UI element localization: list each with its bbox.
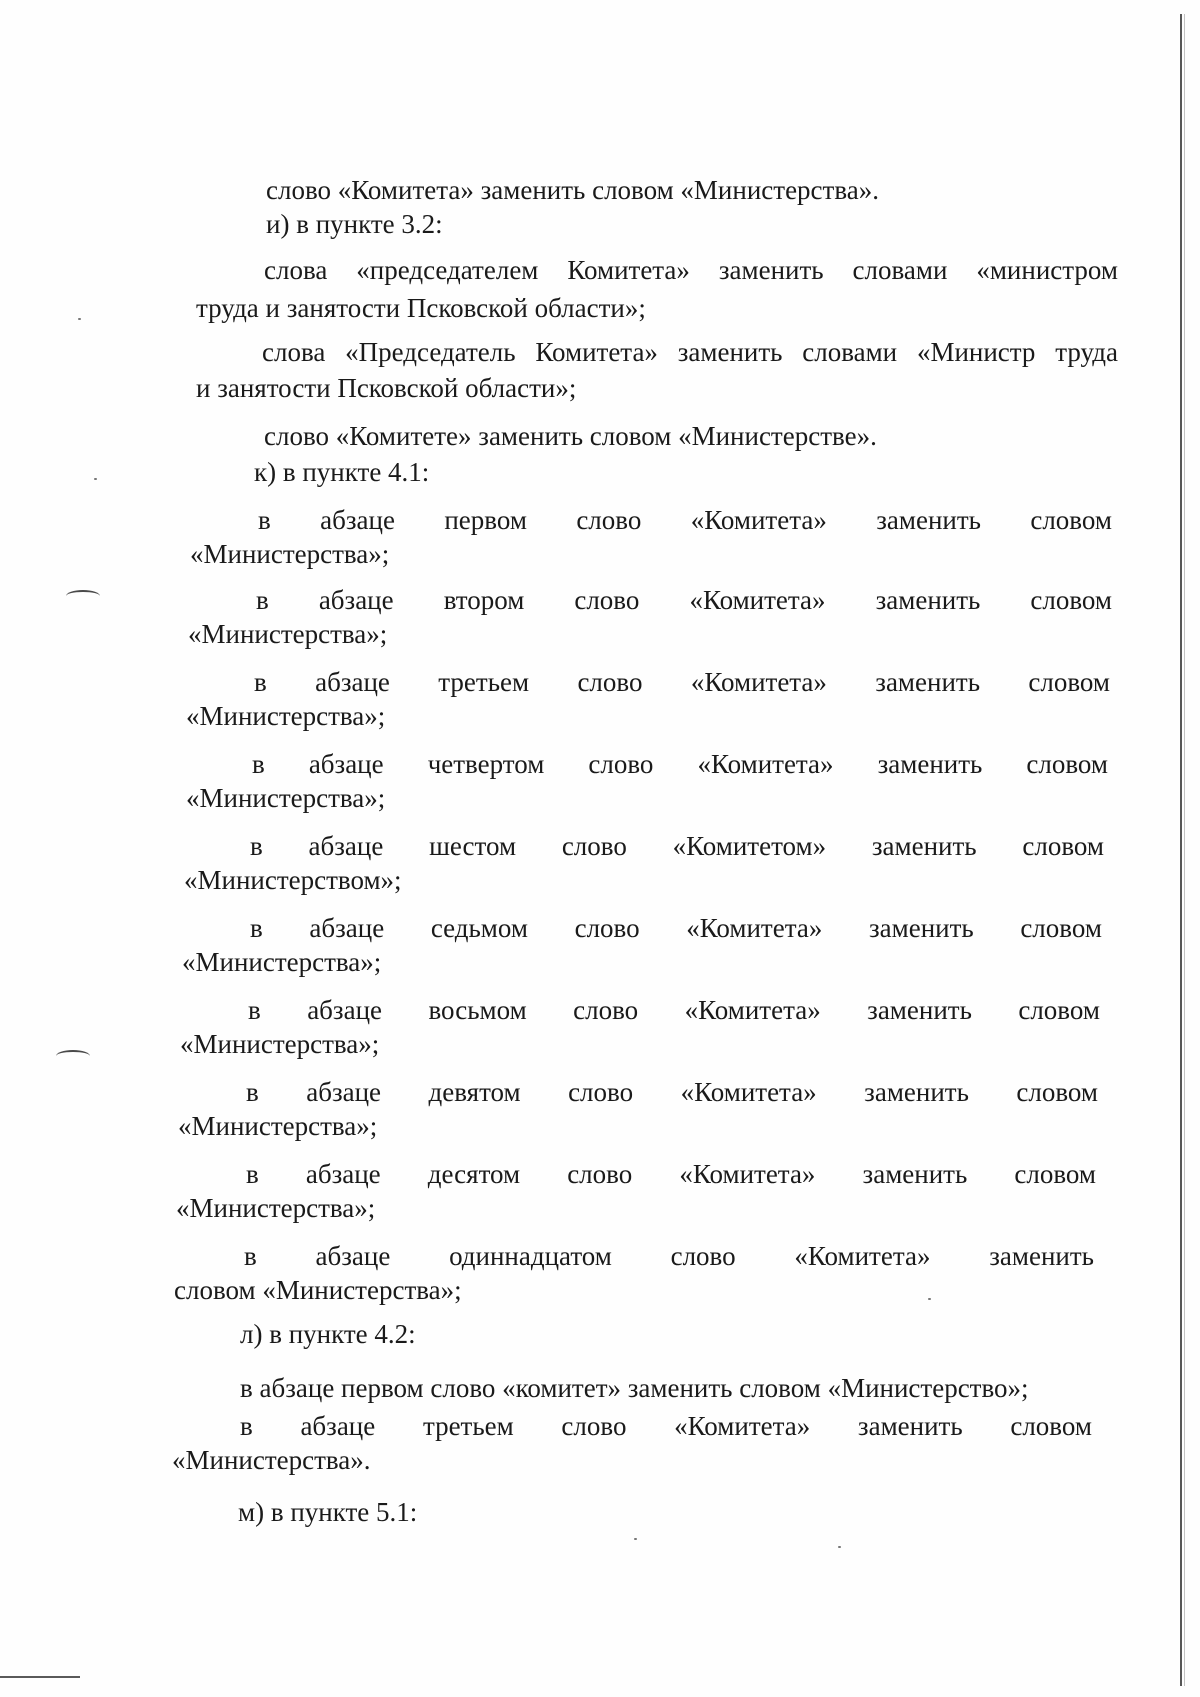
word: в	[248, 995, 261, 1025]
word: слово	[567, 1159, 633, 1189]
text-line-justified	[246, 1076, 1098, 1108]
word: четвертом	[427, 749, 545, 779]
word: слово	[588, 749, 654, 779]
scan-speck	[78, 318, 81, 320]
word: слово	[561, 831, 627, 861]
word: словом	[1010, 1411, 1092, 1441]
word: в	[252, 749, 265, 779]
word: слово	[577, 667, 643, 697]
word: словом	[1026, 749, 1108, 779]
text-line-justified	[258, 504, 1112, 536]
word: словами	[852, 255, 948, 285]
word: заменить	[877, 749, 983, 779]
word: одиннадцатом	[449, 1241, 612, 1271]
text-line: и занятости Псковской области»;	[196, 373, 577, 403]
word: «председателем	[356, 255, 539, 285]
word: труда	[1055, 337, 1118, 367]
word: в	[258, 505, 271, 535]
text-line: слово «Комитета» заменить словом «Министерства».	[266, 175, 879, 205]
text-line: «Министерства»;	[188, 619, 388, 649]
word: абзаце	[309, 913, 385, 943]
word: в	[244, 1241, 257, 1271]
word: заменить	[876, 505, 981, 535]
word: абзаце	[306, 1077, 382, 1107]
word: девятом	[428, 1077, 521, 1107]
word: шестом	[429, 831, 517, 861]
text-line: «Министерством»;	[184, 865, 402, 895]
scan-speck	[838, 1546, 841, 1548]
word: заменить	[677, 337, 783, 367]
punch-hole-mark	[56, 1050, 90, 1062]
word: словом	[1020, 913, 1102, 943]
word: «Комитета»	[689, 585, 826, 615]
word: словом	[1016, 1077, 1098, 1107]
word: абзаце	[308, 831, 384, 861]
text-line-justified	[262, 336, 1118, 368]
text-line: слово «Комитете» заменить словом «Министерстве».	[264, 421, 877, 451]
word: «Комитетом»	[672, 831, 827, 861]
text-line-justified	[264, 254, 1118, 286]
word: заменить	[864, 1077, 969, 1107]
word: словом	[1022, 831, 1104, 861]
word: абзаце	[307, 995, 383, 1025]
text-line: «Министерства»;	[186, 701, 386, 731]
word: словом	[1030, 505, 1112, 535]
word: «Комитета»	[697, 749, 834, 779]
word: абзаце	[320, 505, 395, 535]
word: восьмом	[428, 995, 527, 1025]
word: в	[250, 831, 263, 861]
word: слова	[262, 337, 326, 367]
word: словом	[1018, 995, 1100, 1025]
subsection-heading: л) в пункте 4.2:	[240, 1319, 416, 1349]
word: заменить	[875, 667, 981, 697]
scan-speck	[634, 1538, 637, 1540]
word: заменить	[857, 1411, 963, 1441]
text-line: «Министерства»;	[178, 1111, 378, 1141]
word: «Комитета»	[680, 1077, 817, 1107]
word: десятом	[427, 1159, 521, 1189]
word: абзаце	[318, 585, 394, 615]
word: заменить	[862, 1159, 968, 1189]
text-line-justified	[246, 1158, 1096, 1190]
word: первом	[444, 505, 527, 535]
word: в	[256, 585, 269, 615]
text-line: в абзаце первом слово «комитет» заменить словом «Министерство»;	[240, 1373, 1029, 1403]
word: слово	[576, 505, 642, 535]
word: в	[250, 913, 263, 943]
text-line-justified	[252, 748, 1108, 780]
word: «Комитета»	[674, 1411, 811, 1441]
word: «Комитета»	[690, 667, 827, 697]
word: заменить	[871, 831, 977, 861]
punch-hole-mark	[66, 590, 100, 602]
text-line: «Министерства».	[172, 1445, 371, 1475]
scan-speck	[94, 478, 97, 480]
word: Комитета»	[535, 337, 658, 367]
word: «Министр	[916, 337, 1036, 367]
word: в	[254, 667, 267, 697]
text-line: словом «Министерства»;	[174, 1275, 462, 1305]
word: заменить	[875, 585, 981, 615]
text-line-justified	[250, 830, 1104, 862]
text-line-justified	[250, 912, 1102, 944]
word: слово	[568, 1077, 634, 1107]
subsection-heading: м) в пункте 5.1:	[238, 1497, 418, 1527]
word: заменить	[867, 995, 972, 1025]
word: «Комитета»	[684, 995, 821, 1025]
word: слово	[670, 1241, 736, 1271]
word: абзаце	[308, 749, 384, 779]
text-line: «Министерства»;	[176, 1193, 376, 1223]
word: слова	[264, 255, 328, 285]
word: в	[246, 1077, 259, 1107]
word: абзаце	[300, 1411, 376, 1441]
word: втором	[443, 585, 525, 615]
word: словами	[802, 337, 898, 367]
scan-artifact-line	[0, 1676, 80, 1678]
word: абзаце	[305, 1159, 381, 1189]
word: абзаце	[315, 1241, 391, 1271]
word: Комитета»	[567, 255, 690, 285]
word: слово	[573, 995, 639, 1025]
text-line: «Министерства»;	[186, 783, 386, 813]
page-edge-line	[1180, 14, 1182, 1686]
text-line: «Министерства»;	[182, 947, 382, 977]
word: третьем	[438, 667, 530, 697]
text-line: труда и занятости Псковской области»;	[196, 293, 646, 323]
text-line: «Министерства»;	[180, 1029, 380, 1059]
text-line-justified	[256, 584, 1112, 616]
subsection-heading: к) в пункте 4.1:	[254, 457, 430, 487]
word: слово	[574, 913, 640, 943]
word: «Комитета»	[679, 1159, 816, 1189]
text-line-justified	[244, 1240, 1094, 1272]
word: заменить	[868, 913, 974, 943]
word: «Председатель	[345, 337, 516, 367]
scan-speck	[928, 1298, 931, 1300]
word: «министром	[976, 255, 1118, 285]
word: заменить	[989, 1241, 1094, 1271]
word: третьем	[422, 1411, 514, 1441]
text-line: «Министерства»;	[190, 539, 390, 569]
word: словом	[1028, 667, 1110, 697]
word: словом	[1030, 585, 1112, 615]
word: слово	[561, 1411, 627, 1441]
word: в	[246, 1159, 259, 1189]
text-line-justified	[248, 994, 1100, 1026]
word: абзаце	[315, 667, 390, 697]
text-line-justified	[254, 666, 1110, 698]
page-edge-shadow	[1184, 14, 1185, 1686]
word: слово	[574, 585, 640, 615]
word: «Комитета»	[686, 913, 823, 943]
word: словом	[1014, 1159, 1096, 1189]
word: седьмом	[430, 913, 528, 943]
text-line-justified	[240, 1410, 1092, 1442]
subsection-heading: и) в пункте 3.2:	[266, 209, 443, 239]
word: «Комитета»	[690, 505, 827, 535]
word: «Комитета»	[794, 1241, 931, 1271]
word: заменить	[718, 255, 824, 285]
word: в	[240, 1411, 253, 1441]
